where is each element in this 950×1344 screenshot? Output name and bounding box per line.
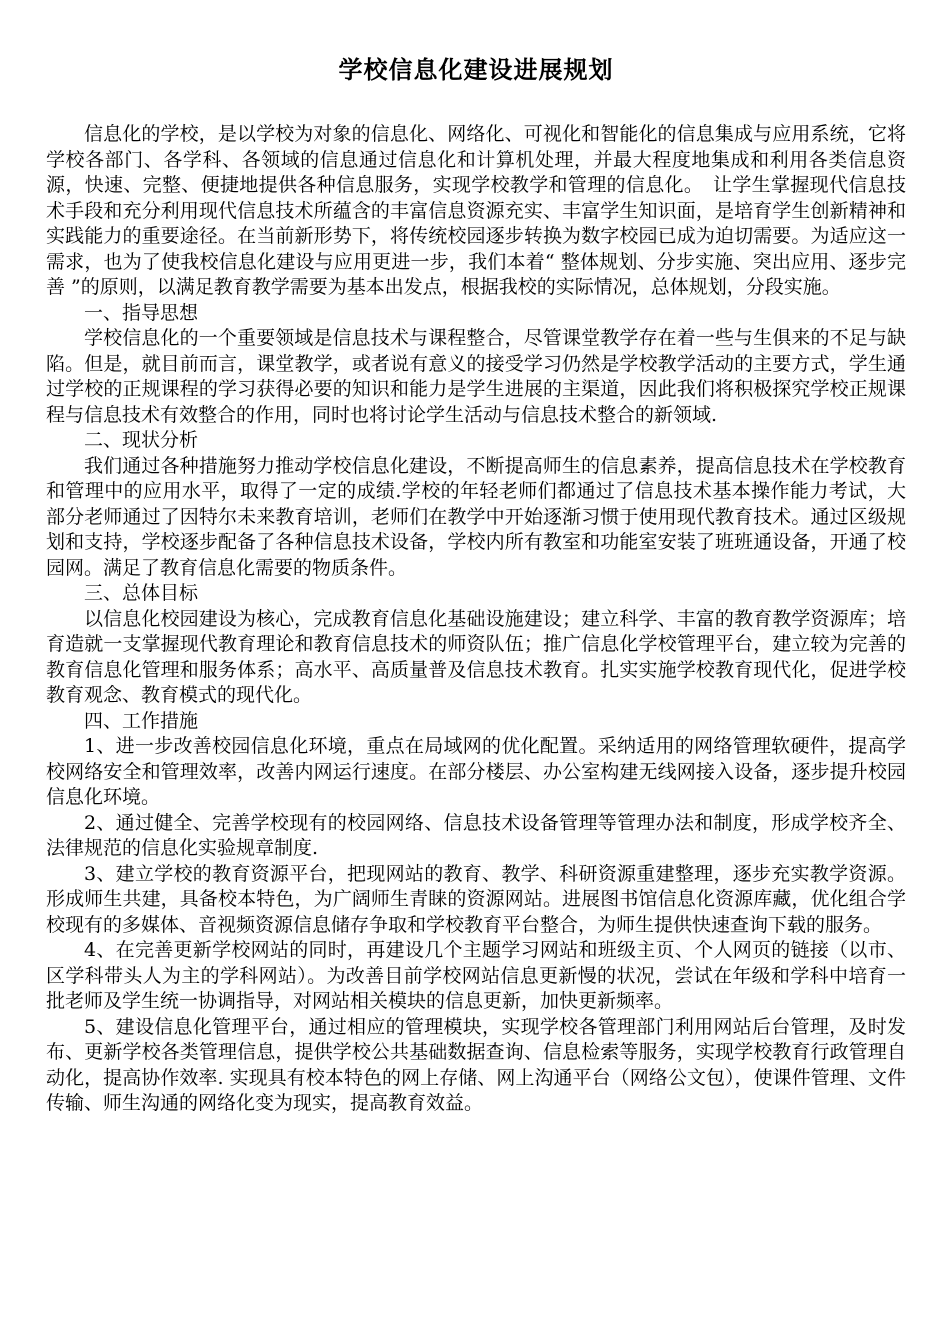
measure-item-1: 1、进一步改善校园信息化环境，重点在局域网的优化配置。采纳适用的网络管理软硬件，提高学校网络安全和管理效率，改善内网运行速度。在部分楼层、办公室构建无线网接入设备，逐步提升校园信息化环境。: [46, 735, 906, 808]
section-heading-overall-goals: 三、总体目标: [84, 582, 199, 604]
intro-paragraph: 信息化的学校，是以学校为对象的信息化、网络化、可视化和智能化的信息集成与应用系统，它将学校各部门、各学科、各领域的信息通过信息化和计算机处理，并最大程度地集成和利用各类信息资源，快速、完整、便捷地提供各种信息服务，实现学校教学和管理的信息化。 让学生掌握现代信息技术手段和充分利用现代信息技术所蕴含的丰富信息资源充实、丰富学生知识面，是培育学生创新精神和实践能力的重要途径。在当前新形势下，将传统校园逐步转换为数字校园已成为迫切需要。为适应这一需求，也为了使我校信息化建设与应用更进一步，我们本着“ 整体规划、分步实施、突出应用、逐步完善 ”的原则，以满足教育教学需要为基本出发点，根据我校的实际情况，总体规划，分段实施。: [46, 123, 906, 298]
measure-item-4: 4、在完善更新学校网站的同时，再建设几个主题学习网站和班级主页、个人网页的链接（以市、区学科带头人为主的学科网站）。为改善目前学校网站信息更新慢的状况，尝试在年级和学科中培育一批老师及学生统一协调指导，对网站相关模块的信息更新，加快更新频率。: [46, 939, 906, 1012]
guiding-ideology-paragraph: 学校信息化的一个重要领域是信息技术与课程整合，尽管课堂教学存在着一些与生俱来的不足与缺陷。但是，就目前而言，课堂教学，或者说有意义的接受学习仍然是学校教学活动的主要方式，学生通过学校的正规课程的学习获得必要的知识和能力是学生进展的主渠道，因此我们将积极探究学校正规课程与信息技术有效整合的作用，同时也将讨论学生活动与信息技术整合的新领域.: [46, 327, 906, 426]
status-analysis-paragraph: 我们通过各种措施努力推动学校信息化建设，不断提高师生的信息素养，提高信息技术在学校教育和管理中的应用水平，取得了一定的成绩.学校的年轻老师们都通过了信息技术基本操作能力考试，大部分老师通过了因特尔未来教育培训，老师们在教学中开始逐渐习惯于使用现代教育技术。通过区级规划和支持，学校逐步配备了各种信息技术设备，学校内所有教室和功能室安装了班班通设备，开通了校园网。满足了教育信息化需要的物质条件。: [46, 454, 906, 579]
measure-item-2: 2、通过健全、完善学校现有的校园网络、信息技术设备管理等管理办法和制度，形成学校齐全、法律规范的信息化实验规章制度.: [46, 811, 906, 859]
section-heading-guiding-ideology: 一、指导思想: [84, 301, 199, 324]
measure-item-3: 3、建立学校的教育资源平台，把现网站的教育、教学、科研资源重建整理，逐步充实教学资源。形成师生共建，具备校本特色，为广阔师生青睐的资源网站。进展图书馆信息化资源库藏，优化组合学校现有的多媒体、音视频资源信息储存争取和学校教育平台整合，为师生提供快速查询下载的服务。: [46, 862, 906, 936]
document-page: [46, 52, 906, 1117]
document-body: [46, 122, 906, 1117]
overall-goals-paragraph: 以信息化校园建设为核心，完成教育信息化基础设施建设；建立科学、丰富的教育教学资源库；培育造就一支掌握现代教育理论和教育信息技术的师资队伍；推广信息化学校管理平台，建立较为完善的教育信息化管理和服务体系；高水平、高质量普及信息技术教育。扎实实施学校教育现代化，促进学校教育观念、教育模式的现代化。: [46, 607, 906, 706]
section-heading-status-analysis: 二、现状分析: [84, 429, 199, 451]
section-heading-work-measures: 四、工作措施: [84, 709, 199, 732]
measure-item-5: 5、建设信息化管理平台，通过相应的管理模块，实现学校各管理部门利用网站后台管理，及时发布、更新学校各类管理信息，提供学校公共基础数据查询、信息检索等服务，实现学校教育行政管理自动化，提高协作效率. 实现具有校本特色的网上存储、网上沟通平台（网络公文包），使课件管理、文件传输、师生沟通的网络化变为现实，提高教育效益。: [46, 1015, 906, 1114]
document-title: 学校信息化建设进展规划: [338, 56, 614, 84]
